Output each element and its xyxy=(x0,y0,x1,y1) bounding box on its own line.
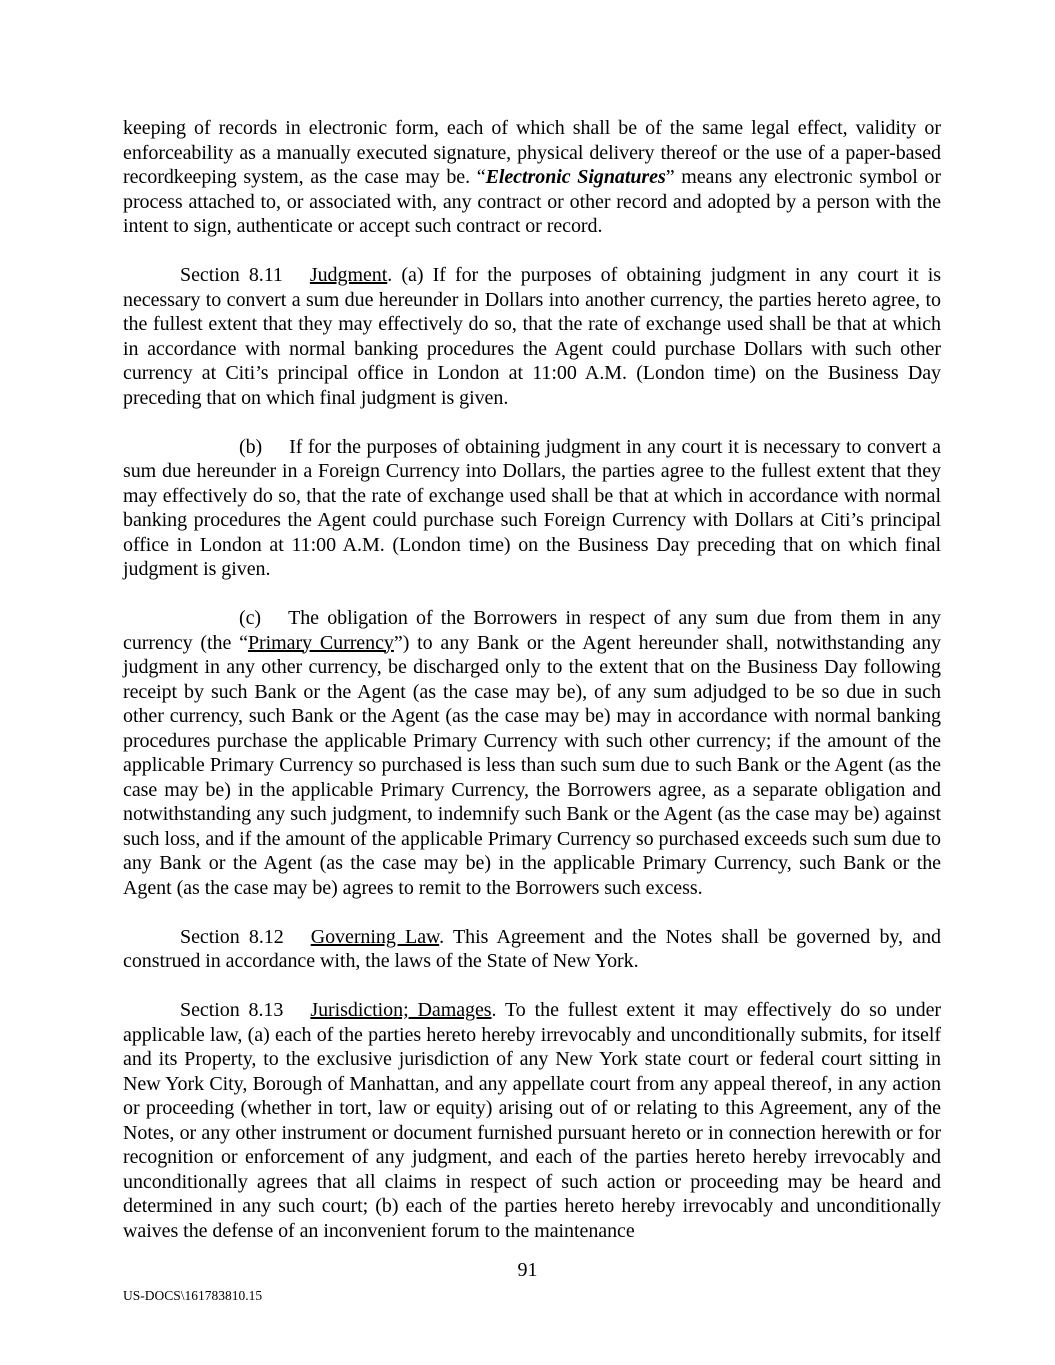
document-id: US-DOCS\161783810.15 xyxy=(123,1288,263,1303)
electronic-signatures-paragraph xyxy=(123,116,941,239)
section-8-13-heading: Jurisdiction; Damages xyxy=(310,999,492,1021)
section-8-11-subsection-c xyxy=(123,606,941,900)
text-run: keeping of records in electronic form, each of which shall be of the same legal effect, validity or enforceability as a manually executed signature, physical delivery thereof or the use of a paper-based recordkeeping system, as the case may be. “ xyxy=(123,117,941,188)
text-run: Section 8.13 xyxy=(180,999,284,1021)
text-run: . This Agreement and the Notes shall be governed by, and construed in accordance with, the laws of the State of New York. xyxy=(123,925,941,972)
text-run: (b) xyxy=(239,435,263,458)
document-body xyxy=(123,116,941,1243)
section-8-11-subsection-b xyxy=(123,435,941,582)
text-run: Section 8.12 xyxy=(180,925,284,948)
text-run: ” means any electronic symbol or process attached to, or associated with, any contract or other record and adopted by a person with the intent to sign, authenticate or accept such contract or record. xyxy=(123,166,941,237)
text-run: . (a) If for the purposes of obtaining judgment in any court it is necessary to convert a sum due hereunder in Dollars into another currency, the parties hereto agree, to the fullest extent that they may effectively do so, that the rate of exchange used shall be that at which in accordance with normal banking procedures the Agent could purchase Dollars with such other currency at Citi’s principal office in London at 11:00 A.M. (London time) on the Business Day preceding that on which final judgment is given. xyxy=(123,264,941,409)
section-8-11-heading: Judgment xyxy=(309,264,388,286)
text-run: The obligation of the Borrowers in respect of any sum due from them in any currency (the “ xyxy=(123,607,941,654)
term-primary-currency: Primary Currency xyxy=(247,631,394,654)
section-8-13-jurisdiction-damages xyxy=(123,998,941,1243)
page-number: 91 xyxy=(517,1259,538,1281)
text-run: Section 8.11 xyxy=(180,264,283,286)
section-8-11-judgment xyxy=(123,263,941,410)
term-electronic-signatures: Electronic Signatures xyxy=(485,166,666,188)
text-run: . To the fullest extent it may effectively do so under applicable law, (a) each of the parties hereto hereby irrevocably and unconditionally submits, for itself and its Property, to the exclusive jurisdiction of any New York state court or federal court sitting in New York City, Borough of Manhattan, and any appellate court from any appeal thereof, in any action or proceeding (whether in tort, law or equity) arising out of or relating to this Agreement, any of the Notes, or any other instrument or document furnished pursuant hereto or in connection herewith or for recognition or enforcement of any judgment, and each of the parties hereto hereby irrevocably and unconditionally agrees that all claims in respect of such action or proceeding may be heard and determined in any such court; (b) each of the parties hereto hereby irrevocably and unconditionally waives the defense of an inconvenient forum to the maintenance xyxy=(123,999,942,1242)
section-8-12-heading: Governing Law xyxy=(310,925,440,948)
text-run: ”) to any Bank or the Agent hereunder shall, notwithstanding any judgment in any other currency, be discharged only to the extent that on the Business Day following receipt by such Bank or the Agent (as the case may be), of any sum adjudged to be so due in such other currency, such Bank or the Agent (as the case may be) may in accordance with normal banking procedures purchase the applicable Primary Currency with such other currency; if the amount of the applicable Primary Currency so purchased is less than such sum due to such Bank or the Agent (as the case may be) in the applicable Primary Currency, the Borrowers agree, as a separate obligation and notwithstanding any such judgment, to indemnify such Bank or the Agent (as the case may be) against such loss, and if the amount of the applicable Primary Currency so purchased exceeds such sum due to any Bank or the Agent (as the case may be) in the applicable Primary Currency, such Bank or the Agent (as the case may be) agrees to remit to the Borrowers such excess. xyxy=(123,631,941,899)
section-8-12-governing-law xyxy=(123,925,941,974)
text-run: If for the purposes of obtaining judgment in any court it is necessary to convert a sum due hereunder in a Foreign Currency into Dollars, the parties agree to the fullest extent that they may effectively do so, that the rate of exchange used shall be that at which in accordance with normal banking procedures the Agent could purchase such Foreign Currency with Dollars at Citi’s principal office in London at 11:00 A.M. (London time) on the Business Day preceding that on which final judgment is given. xyxy=(123,435,941,580)
text-run: (c) xyxy=(239,607,262,629)
